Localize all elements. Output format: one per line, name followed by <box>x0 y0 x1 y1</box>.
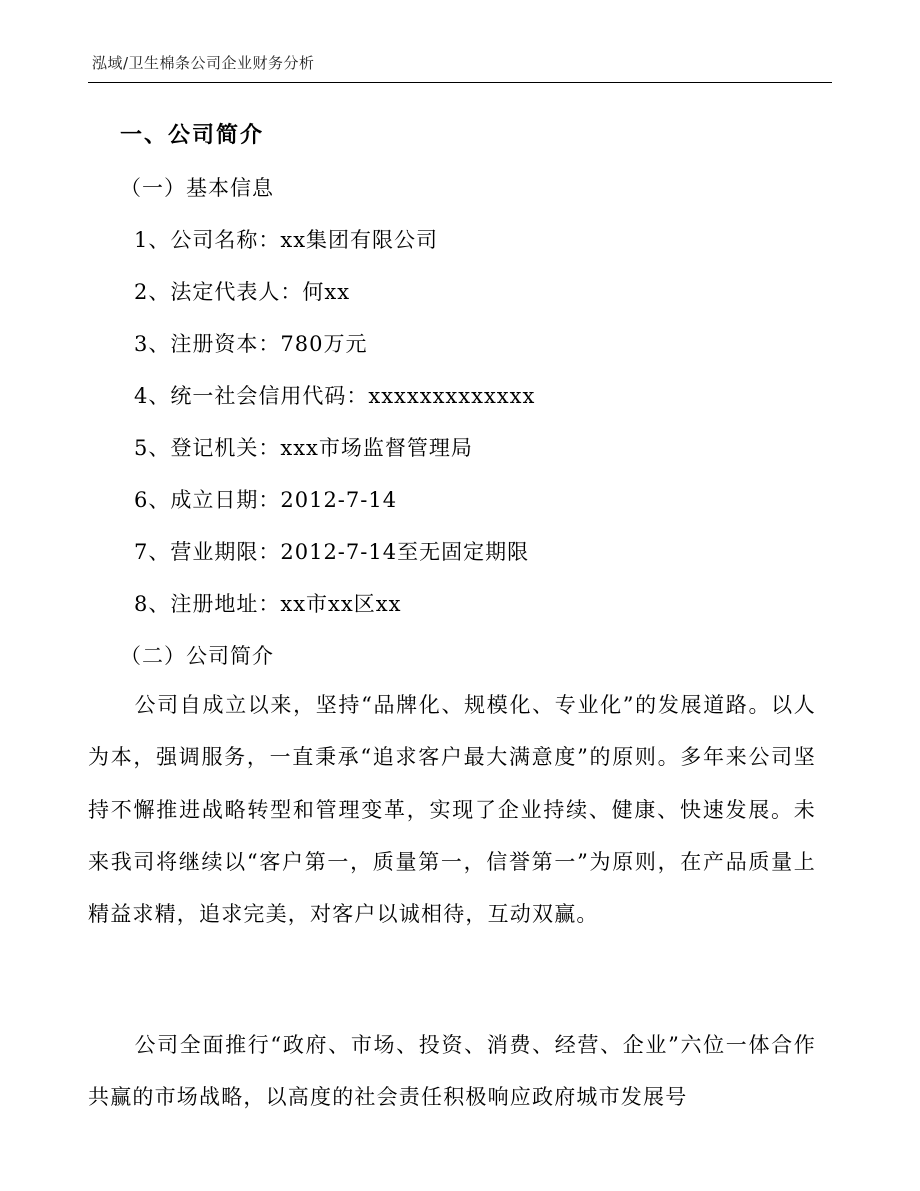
subsection-heading-basic-info: （一）基本信息 <box>120 176 274 200</box>
info-item-registration-authority: 5、登记机关：xxx市场监督管理局 <box>134 436 473 460</box>
info-item-establishment-date: 6、成立日期：2012-7-14 <box>134 488 398 512</box>
running-header: 泓域/卫生棉条公司企业财务分析 <box>92 54 315 72</box>
intro-paragraph-1-text: 公司自成立以来，坚持“品牌化、规模化、专业化”的发展道路。以人为本，强调服务，一直秉承“追求客户最大满意度”的原则。多年来公司坚持不懈推进战略转型和管理变革，实现了企业持续、健康、快速发展。未来我司将继续以“客户第一，质量第一，信誉第一”为原则，在产品质量上精益求精，追求完美，对客户以诚相待，互动双赢。 <box>88 693 816 927</box>
info-item-legal-representative: 2、法定代表人：何xx <box>134 280 351 304</box>
intro-paragraph-1 <box>88 679 816 940</box>
intro-paragraph-2 <box>88 1019 816 1124</box>
info-item-company-name: 1、公司名称：xx集团有限公司 <box>134 228 439 252</box>
info-item-registered-capital: 3、注册资本：780万元 <box>134 332 368 356</box>
info-item-registered-address: 8、注册地址：xx市xx区xx <box>134 592 402 616</box>
header-divider <box>88 82 832 83</box>
section-heading: 一、公司简介 <box>120 123 265 148</box>
info-item-credit-code: 4、统一社会信用代码：xxxxxxxxxxxxx <box>134 384 536 408</box>
info-item-business-term: 7、营业期限：2012-7-14至无固定期限 <box>134 540 530 564</box>
subsection-heading-company-intro: （二）公司简介 <box>120 644 274 668</box>
intro-paragraph-2-text: 公司全面推行“政府、市场、投资、消费、经营、企业”六位一体合作共赢的市场战略，以高度的社会责任积极响应政府城市发展号 <box>88 1033 816 1110</box>
